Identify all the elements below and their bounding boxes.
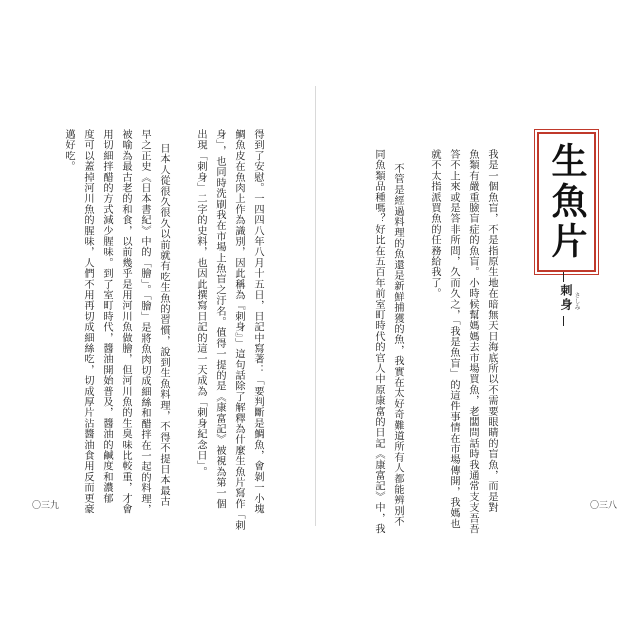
- page-number-left: 〇三九: [32, 501, 60, 511]
- body-column: 度可以蓋掉河川魚的腥味，人們不用再切成細絲吃，切成厚片沾醬油食用反而更豪: [82, 129, 93, 515]
- chapter-title-box: [537, 132, 596, 272]
- chapter-subtitle: 刺身: [559, 284, 573, 312]
- body-column: 身」，也同時洗刷我在市場上魚盲之汙名。值得一提的是《康富記》被視為第一個: [214, 129, 225, 510]
- body-column: 得到了安慰。一四四八年八月十五日，日記中寫著：「要判斷是鯛魚，會剝一小塊: [252, 129, 263, 515]
- body-column: 答不上來或是答非所問，久而久之，「我是魚盲」的這件事情在市場傳開，我媽也: [448, 149, 459, 530]
- body-column: 魚類有嚴重臉盲症的魚盲。小時候幫媽媽去市場買魚，老闆問話時我通常支支吾吾: [467, 149, 478, 535]
- body-column: 就不太指派買魚的任務給我了。: [429, 149, 440, 299]
- body-column: 早之正史《日本書紀》中的「膾」。「膾」是將魚肉切成細絲和醋拌在一起的料理，: [139, 129, 150, 515]
- body-column: 用切細拌醋的方式減少腥味。到了室町時代，醬油開始普及，醬油的鹹度和濃郁: [101, 129, 112, 504]
- body-column: 我是一個魚盲，不是指原生地在暗無天日海底所以不需要眼睛的盲魚，而是對: [486, 149, 497, 513]
- body-column: 出現「刺身」二字的史料，也因此撰寫日記的這一天成為「刺身紀念日」。: [195, 129, 206, 477]
- body-column: 同魚類品種嗎？好比在五百年前室町時代的官人中原康富的日記《康富記》中，我: [373, 149, 384, 535]
- body-column: 鯛魚皮在魚肉上作為識別，因此稱為『刺身』」這句話除了解釋為什麼生魚片寫作「刺: [233, 129, 244, 531]
- subtitle-rule-top: [563, 272, 564, 282]
- body-column: 日本人從很久很久以前就有吃生魚的習慣，說到生魚料理，不得不提日本最古: [158, 143, 169, 507]
- chapter-title: 生魚片: [546, 142, 587, 262]
- body-column: 被喻為最古老的和食，以前幾乎是用河川魚做膾，但河川魚的生臭味比較重，才會: [120, 129, 131, 515]
- subtitle-rule-bottom: [563, 316, 564, 326]
- body-column: 邁好吃。: [63, 129, 74, 172]
- body-column: 不管是經過料理的魚還是新鮮捕獲的魚，我實在太好奇難道所有人都能辨別不: [392, 163, 403, 527]
- subtitle-ruby: さしみ: [573, 292, 580, 310]
- page-number-right: 〇三八: [590, 501, 618, 511]
